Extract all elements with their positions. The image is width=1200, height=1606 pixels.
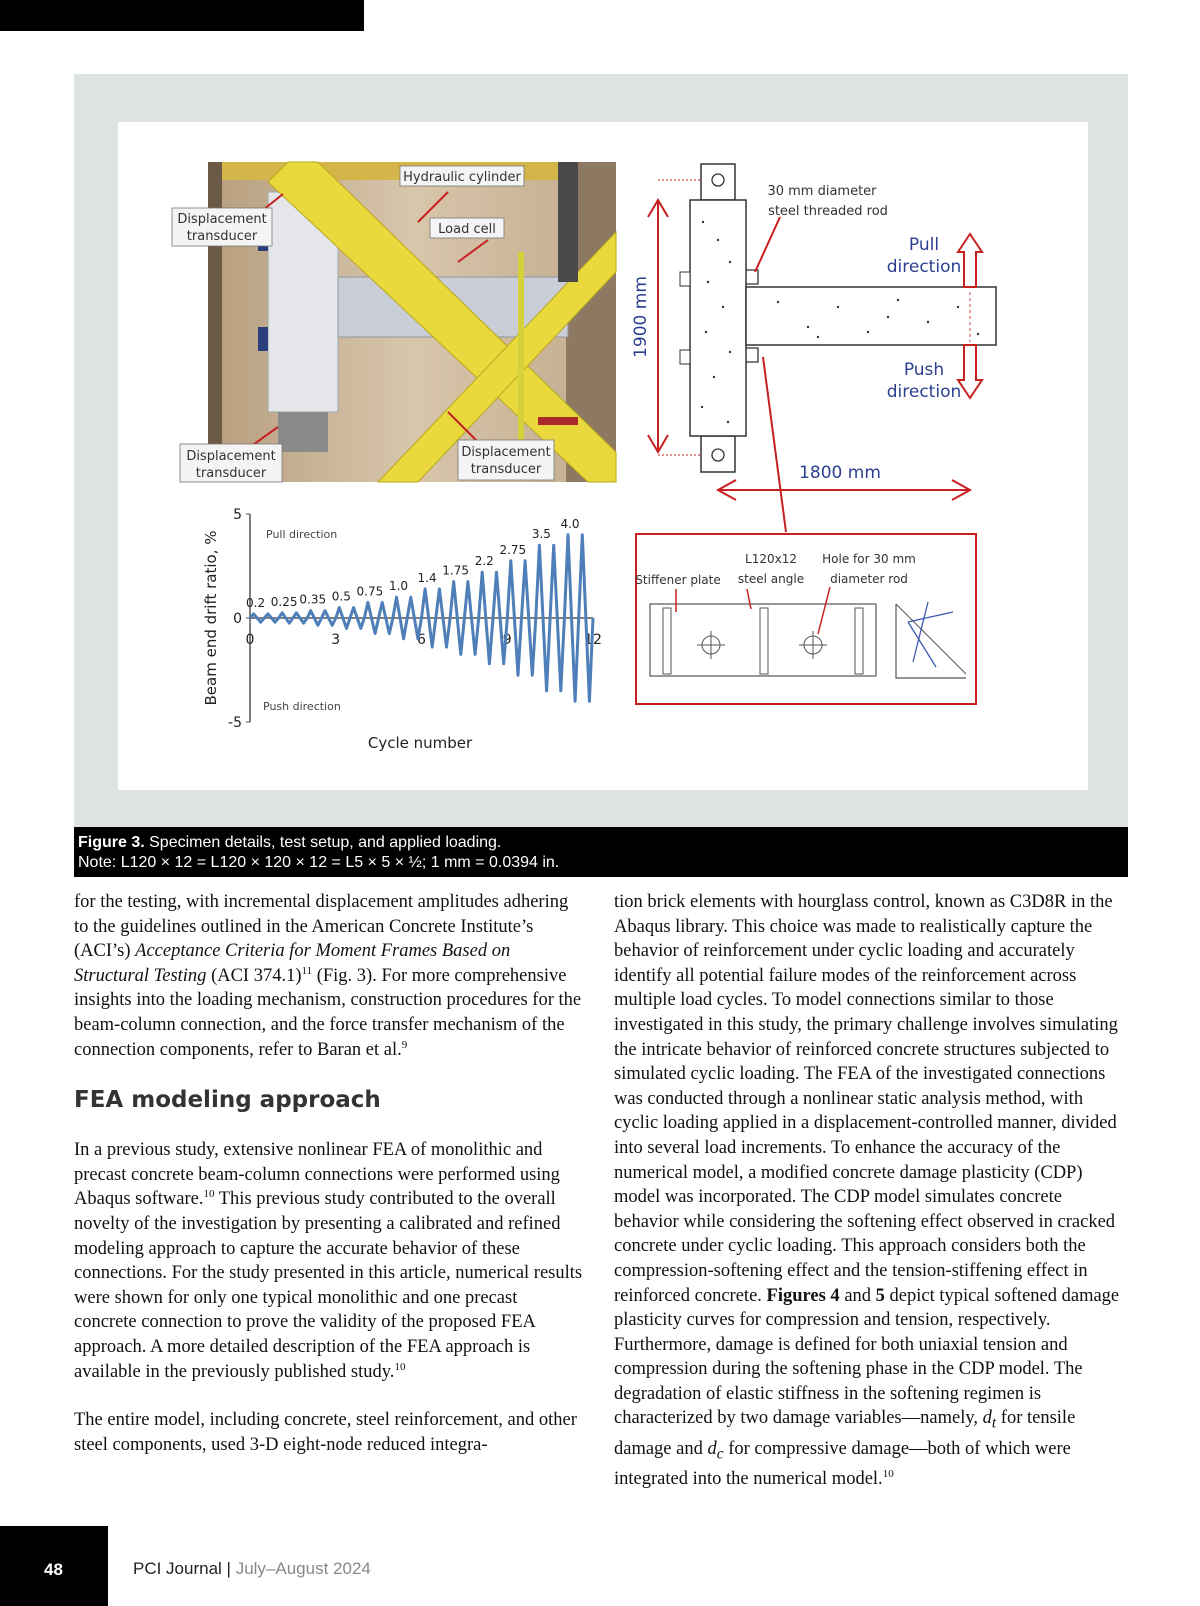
pull-direction-label: Pull direction xyxy=(266,528,338,541)
text-run: tion brick elements with hourglass control, known as C3D8R in the Abaqus library. This choice was made to realistically capture the behavior of reinforcement under cyclic loading and accurately identify all potential failure modes of the reinforcement across multiple load cycles. To model connections similar to those investigated in this study, the primary challenge involves simulating the intricate behavior of reinforced concrete structures subjected to simulated cyclic loading. The FEA of the investigated connections was conducted through a nonlinear static analysis method, with cyclic loading applied in a displacement-controlled manner, divided into several load increments. To enhance the accuracy of the numerical model, a modified concrete damage plasticity (CDP) model was incorporated. The CDP model simulates concrete behavior while considering the softening effect observed in cracked concrete under cyclic loading. This approach considers both the compression-softening effect and the tension-stiffening effect in reinforced concrete. xyxy=(614,892,1118,1306)
paragraph xyxy=(74,1138,584,1384)
label-angle-1: L120x12 xyxy=(745,552,797,566)
x-tick-label: 12 xyxy=(584,632,602,648)
label-height: 1900 mm xyxy=(631,276,651,358)
figure-ref: Figures 4 xyxy=(766,1285,840,1306)
y-axis-label: Beam end drift ratio, % xyxy=(202,530,220,706)
label-hole-2: diameter rod xyxy=(830,572,908,586)
label-rod-2: steel threaded rod xyxy=(768,204,888,219)
text-run: In a previous study, extensive nonlinear FEA of monolithic and precast concrete beam-column connections were performed using Abaqus software. xyxy=(74,1140,560,1210)
separator: | xyxy=(221,1559,236,1578)
amplitude-label: 0.75 xyxy=(356,584,384,599)
caption-label: Figure 3. xyxy=(78,834,145,851)
label-pull-1: Pull xyxy=(908,235,940,255)
figure-caption xyxy=(74,827,1128,877)
reference-sup: 10 xyxy=(203,1188,215,1201)
paragraph xyxy=(74,890,584,1062)
push-direction-label: Push direction xyxy=(263,700,341,713)
reference-sup: 11 xyxy=(301,964,313,977)
text-column-left xyxy=(74,890,584,1481)
angle-detail xyxy=(635,534,976,704)
footer-journal xyxy=(133,1559,371,1579)
text-run: (Fig. 3). For more comprehensive insights into the loading mechanism, construction procedures for the beam-column connection, and the force transfer mechanism of the connection components, refer to Baran et al. xyxy=(74,965,582,1060)
figure-3-graphic xyxy=(118,122,1088,790)
amplitude-label: 1.75 xyxy=(442,563,470,578)
y-tick-label: -5 xyxy=(228,715,242,731)
section-heading: FEA modeling approach xyxy=(74,1087,381,1114)
var-sub: c xyxy=(716,1445,724,1463)
amplitude-label: 1.0 xyxy=(388,579,409,594)
text-column-right xyxy=(614,890,1124,1516)
x-tick-label: 0 xyxy=(245,632,255,648)
issue-date: July–August 2024 xyxy=(235,1559,371,1578)
specimen-schematic xyxy=(631,164,996,532)
amplitude-label: 0.5 xyxy=(331,589,351,604)
figure-ref: 5 xyxy=(875,1285,885,1306)
series-line-applied-loading xyxy=(250,535,593,701)
var-sub: t xyxy=(991,1415,997,1433)
label-push-1: Push xyxy=(903,360,945,380)
var-d: d xyxy=(982,1408,992,1429)
text-run: This previous study contributed to the overall novelty of the investigation by presenting a calibrated and refined modeling approach to capture the accurate behavior of these connections. For the study presented in this article, numerical results were shown for only one typical monolithic and one precast concrete connection to prove the validity of the proposed FEA approach. A more detailed description of the FEA approach is available in the previously published study. xyxy=(74,1189,583,1382)
text-run: for tensile damage and xyxy=(614,1408,1076,1459)
journal-name: PCI Journal xyxy=(133,1559,222,1578)
amplitude-label: 0.35 xyxy=(299,592,327,607)
amplitude-label: 4.0 xyxy=(560,516,580,531)
text-run: and xyxy=(839,1285,876,1306)
figure-3-panel xyxy=(74,74,1128,827)
amplitude-label: 3.5 xyxy=(531,527,551,542)
y-tick-label: 5 xyxy=(233,507,242,523)
label-disp-bl-2: transducer xyxy=(195,466,267,481)
label-stiffener: Stiffener plate xyxy=(635,573,721,587)
top-black-bar xyxy=(0,0,364,31)
caption-text: Specimen details, test setup, and applied loading. xyxy=(144,834,502,851)
paragraph: The entire model, including concrete, steel reinforcement, and other steel components, used 3-D eight-node reduced integra- xyxy=(74,1410,577,1455)
figure-canvas xyxy=(118,122,1088,790)
page-number: 48 xyxy=(44,1560,63,1579)
x-tick-label: 3 xyxy=(331,632,341,648)
text-run: for compressive damage—both of which were integrated into the numerical model. xyxy=(614,1438,1071,1490)
reference-sup: 10 xyxy=(882,1467,894,1480)
label-angle-2: steel angle xyxy=(737,572,805,586)
text-run: for the testing, with incremental displacement amplitudes adhering to the guidelines outlined in the American Concrete Institute’s (ACI’s) xyxy=(74,892,569,962)
amplitude-label: 1.4 xyxy=(417,570,437,585)
amplitude-label: 2.2 xyxy=(474,554,494,569)
x-tick-label: 9 xyxy=(502,632,512,648)
amplitude-label: 2.75 xyxy=(499,542,527,557)
label-length: 1800 mm xyxy=(799,463,881,483)
label-disp-top-2: transducer xyxy=(186,229,258,244)
x-tick-label: 6 xyxy=(417,632,426,648)
label-push-2: direction xyxy=(886,382,962,402)
amplitude-label: 0.2 xyxy=(246,595,266,610)
label-hole-1: Hole for 30 mm xyxy=(822,552,916,566)
caption-note: Note: L120 × 12 = L120 × 120 × 12 = L5 × 5 × ½; 1 mm = 0.0394 in. xyxy=(78,854,560,871)
label-disp-br-2: transducer xyxy=(470,462,542,477)
amplitude-label: 0.25 xyxy=(270,594,298,609)
text-run: (ACI 374.1) xyxy=(206,965,302,986)
label-disp-bl-1: Displacement xyxy=(186,449,276,464)
label-load-cell: Load cell xyxy=(438,222,496,237)
reference-sup: 9 xyxy=(401,1038,408,1051)
label-pull-2: direction xyxy=(886,257,962,277)
x-axis-label: Cycle number xyxy=(367,734,473,752)
label-hydraulic-cylinder: Hydraulic cylinder xyxy=(403,170,521,185)
y-tick-label: 0 xyxy=(233,611,242,627)
label-rod-1: 30 mm diameter xyxy=(767,184,877,199)
label-disp-top-1: Displacement xyxy=(177,212,267,227)
text-run: depict typical softened damage plasticity curves for compression and tension, respectively. Furthermore, damage is defined for both uniaxial tension and compression during the softening phase in the CDP model. The degradation of elastic stiffness in the softening regimen is characterized by two damage variables—namely, xyxy=(614,1285,1120,1429)
aci-title: Acceptance Criteria for Moment Frames Based on Structural Testing xyxy=(74,941,511,986)
paragraph xyxy=(614,890,1124,1492)
loading-chart xyxy=(202,507,602,752)
var-d: d xyxy=(707,1438,717,1459)
label-disp-br-1: Displacement xyxy=(461,445,551,460)
reference-sup: 10 xyxy=(394,1360,406,1373)
